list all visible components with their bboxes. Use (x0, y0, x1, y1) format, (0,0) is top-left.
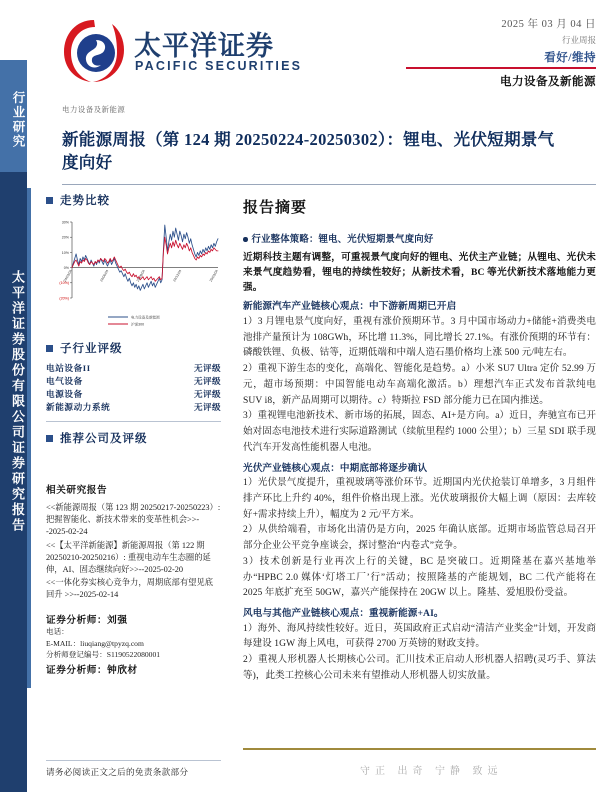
wind-heading: 风电与其他产业链核心观点：重视新能源+AI。 (243, 608, 444, 620)
x-axis-tick-label: 24/03/04 (62, 269, 73, 283)
rating-row (46, 362, 221, 375)
chart-section-header (46, 192, 221, 208)
analyst-email[interactable]: E-MAIL：liuqiang@tpyzq.com (46, 638, 144, 648)
ev-paragraph: 3）重视锂电池新技术、新市场的拓展，固态、AI+是方向。a）近日，奔驰宣布已开始对固态电池技术进行实际道路测试（续航里程约 1000 公里）；b）三星 SDI 联手现代汽车开发高性能机器人电池。 (243, 411, 596, 453)
rating-badge: 看好/维持 (544, 52, 596, 64)
rating-value: 无评级 (194, 376, 221, 387)
y-axis-tick-label: (20%) (59, 296, 69, 301)
rating-value: 无评级 (194, 363, 221, 373)
related-report-item[interactable]: <<一体化券实核心竞争力，周期底部有望见底回升 >>--2025-02-14 (46, 577, 214, 600)
chart-legend-label: 电力设备及新能源 (131, 315, 160, 320)
brand-logo (62, 16, 342, 86)
x-axis-tick-label: 24/12/04 (172, 269, 183, 283)
right-footer-divider (243, 748, 596, 750)
wind-paragraph: 1）海外、海风持续性较好。近日，英国政府正式启动“清洁产业奖金”计划，开发商每建设 1GW 海上风电，可获得 2700 万英镑的财政支持。 (243, 623, 596, 650)
disclaimer-note: 请务必阅读正文之后的免责条款部分 (46, 767, 189, 777)
logo-text-en: PACIFIC SECURITIES (135, 59, 303, 73)
chart-series-line (72, 237, 218, 281)
related-reports-list (46, 502, 221, 601)
y-axis-tick-label: 30% (61, 220, 69, 225)
strategy-heading-text: 行业整体策略：锂电、光伏短期景气度向好 (251, 235, 434, 245)
bullet-square-icon (46, 197, 53, 204)
rating-row (46, 375, 221, 388)
report-kind: 行业周报 (561, 35, 596, 45)
title-kicker: 电力设备及新能源 (62, 105, 126, 114)
footer-divider (46, 760, 221, 761)
rating-value: 无评级 (194, 389, 221, 400)
y-axis-tick-label: 20% (61, 235, 69, 240)
strategy-heading (243, 231, 596, 245)
analyst-1-name: 证券分析师：刘强 (46, 615, 128, 627)
bullet-square-icon (46, 435, 53, 442)
pacific-securities-logo-icon (62, 18, 126, 84)
sector-name: 电力设备及新能源 (500, 76, 596, 89)
header-divider (406, 67, 596, 69)
wind-items (243, 622, 596, 685)
related-report-item[interactable]: <<新能源周报（第 123 期 20250217-20250223）:把握智能化、新技术带来的变革性机会>>--2025-02-24 (46, 503, 221, 537)
ratings-section-header (46, 340, 221, 356)
y-axis-tick-label: (10%) (59, 281, 69, 286)
ev-paragraph: 1）3 月锂电景气度向好，重视有涨价预期环节。3 月中国市场动力+储能+消费类电池排产量预计为 108GWh，环比增 11.3%，同比增长 27.1%。有涨价预期的环节有：磷酸铁锂、负极、钴等，近期低端和中端人造石墨价格均上涨 500 元/吨左右。 (243, 316, 596, 359)
watermark-slogan: 守正 出奇 宁静 致远 (360, 766, 503, 777)
analyst-license: 分析师登记编号：S1190522080001 (46, 649, 161, 659)
report-date: 2025 年 03 月 04 日 (501, 19, 596, 30)
left-rail (0, 0, 27, 792)
abstract-title: 报告摘要 (243, 200, 308, 216)
bullet-square-icon (46, 345, 53, 352)
analyst-2-name: 证券分析师：钟欣材 (46, 665, 138, 677)
rating-row (46, 388, 221, 401)
x-axis-tick-label: 24/09/04 (135, 269, 146, 283)
pv-paragraph: 1）光伏景气度提升，重视玻璃等涨价环节。近期国内光伏抢装订单增多，3 月组件排产环比上升约 40%，组件价格出现上涨。光伏玻璃报价大幅上调（原因：去库较好+需求持续上升），幅度为 2 元/平方米。 (243, 478, 596, 520)
rating-row (46, 401, 221, 414)
rail-label-research: 行业研究 (11, 91, 25, 149)
analyst-phone: 电话： (46, 627, 69, 637)
pv-items (243, 476, 596, 602)
rating-name: 电站设备II (46, 363, 91, 373)
chart-section-title: 走势比较 (60, 195, 110, 207)
divider (46, 421, 221, 422)
y-axis-tick-label: 10% (61, 250, 69, 255)
chart-legend-label: 沪深300 (131, 322, 145, 327)
pv-paragraph: 2）从供给端看，市场化出清仍是方向，2025 年确认底部。近期市场监管总局召开部分企业公平竞争座谈会，探讨整治“内卷式”竞争。 (243, 525, 596, 552)
pv-heading: 光伏产业链核心观点：中期底部将逐步确认 (243, 462, 428, 474)
trend-comparison-chart (46, 214, 221, 336)
rail-label-company: 太平洋证券股份有限公司证券研究报告 (10, 270, 25, 534)
related-report-item[interactable]: <<【太平洋新能源】新能源周报（第 122 期 20250210-20250216）: 重视电动车生态圈的延伸，AI、固态继续向好>>--2025-02-20 (46, 540, 211, 574)
ev-heading: 新能源汽车产业链核心观点：中下游新周期已开启 (243, 301, 457, 313)
title-divider (62, 184, 596, 185)
rating-value: 无评级 (194, 402, 221, 413)
pv-paragraph: 3）技术创新是行业再次上行的关键，BC 是突破口。近期隆基在嘉兴基地举办“HPBC 2.0 媒体‘灯塔工厂’行”活动；按照隆基的产能规划，BC 二代产能将在 2025 年底扩充至 50GW，嘉兴产能保持在 20GW 以上。隆基、爱旭股份受益。 (243, 556, 596, 599)
ev-items (243, 315, 596, 457)
y-axis-tick-label: 0% (63, 266, 69, 270)
chart-series-line (72, 225, 218, 290)
recommend-section-header (46, 430, 221, 446)
rating-name: 电气设备 (46, 376, 83, 387)
trend-chart-svg (46, 214, 221, 336)
recommend-section-title: 推荐公司及评级 (60, 433, 148, 446)
related-reports-title: 相关研究报告 (46, 485, 108, 497)
sub-industry-ratings-table (46, 362, 221, 414)
wind-paragraph: 2）重视人形机器人长期核心公司。汇川技术正启动人形机器人招聘(灵巧手、算法等)，此类工控核心公司未来有望推动人形机器人切实放量。 (243, 655, 596, 681)
logo-text-cn: 太平洋证券 (134, 31, 274, 61)
ev-paragraph: 2）重视下游生态的变化，高端化、智能化是趋势。a）小米 SU7 Ultra 定价 52.99 万元，超市场预期：中国智能电动车高端化激活。b）理想汽车正式发布首款纯电 SUV i8，新产品周期可以期待。c）特斯拉 FSD 部分能力已在国内推送。 (243, 364, 596, 406)
rating-name: 新能源动力系统 (46, 402, 111, 413)
header-meta (406, 16, 596, 89)
rating-name: 电源设备 (46, 389, 83, 400)
right-column (243, 196, 596, 685)
strategy-body: 近期科技主题有调整，可重视景气度向好的锂电、光伏主产业链；从锂电、光伏未来景气度趋势看，锂电的持续性较好；从新技术看，BC 等光伏新技术落地能力更强。 (243, 252, 596, 294)
x-axis-tick-label: 24/06/04 (99, 269, 110, 283)
bullet-dot-icon (243, 237, 248, 242)
left-column (46, 192, 221, 676)
rail-accent-line (27, 188, 31, 688)
ratings-section-title: 子行业评级 (60, 343, 123, 355)
x-axis-tick-label: 25/03/04 (208, 269, 219, 283)
page-title: 新能源周报（第 124 期 20250224-20250302）：锂电、光伏短期景气度向好 (62, 130, 555, 173)
